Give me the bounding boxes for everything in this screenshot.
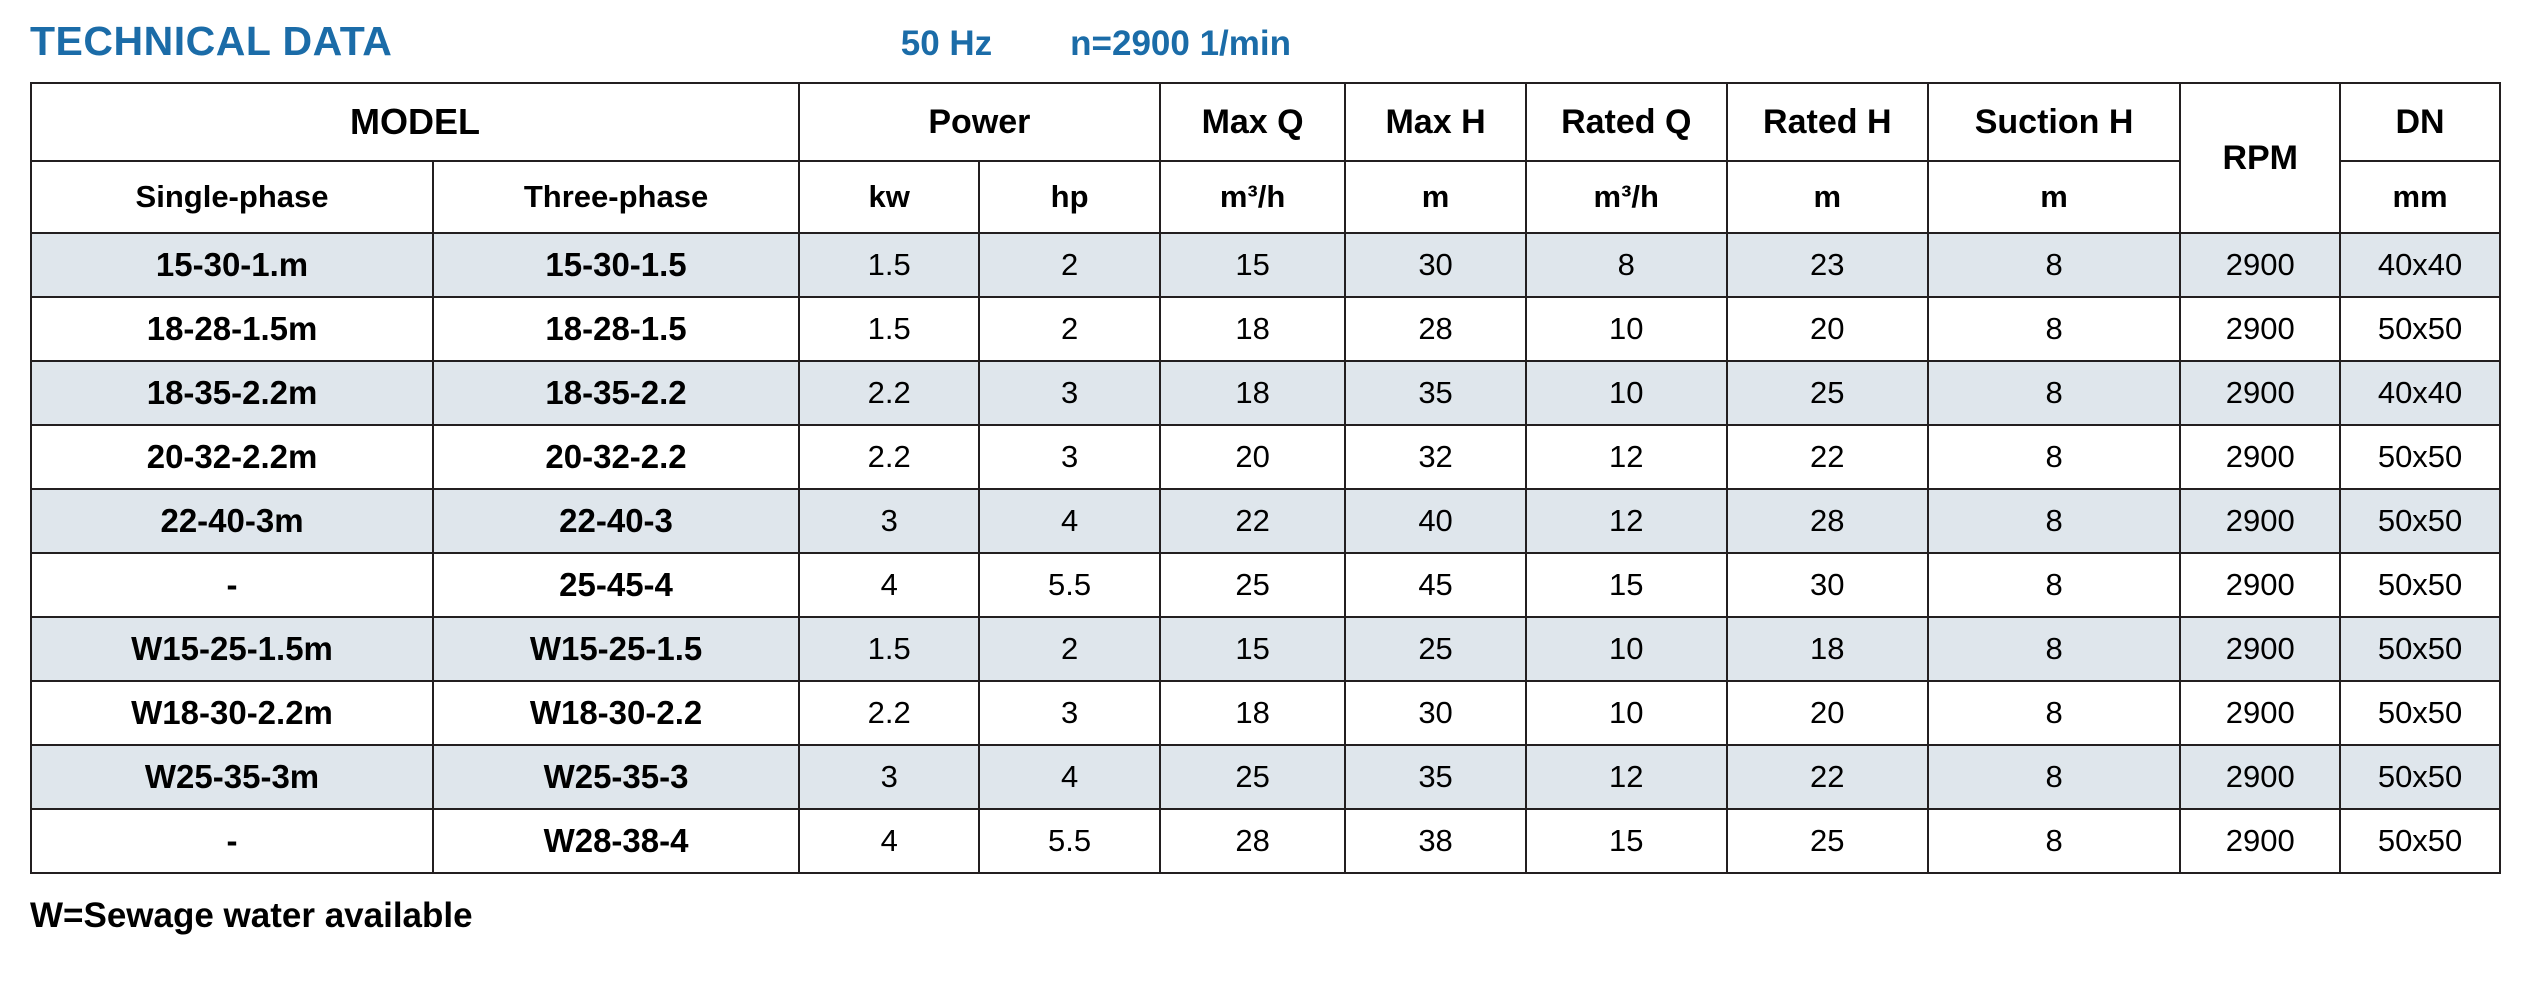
header-rated-h: Rated H	[1727, 83, 1928, 161]
cell-value: 8	[1928, 361, 2181, 425]
table-header-row-units	[31, 161, 2500, 233]
cell-value: 25	[1160, 553, 1346, 617]
cell-value: 10	[1526, 297, 1727, 361]
cell-value: 28	[1727, 489, 1928, 553]
cell-value: 50x50	[2340, 553, 2500, 617]
cell-value: 50x50	[2340, 745, 2500, 809]
table-row	[31, 489, 2500, 553]
cell-value: 8	[1928, 681, 2181, 745]
cell-single-phase: 22-40-3m	[31, 489, 433, 553]
cell-value: 2900	[2180, 297, 2340, 361]
cell-value: 20	[1727, 681, 1928, 745]
header-unit-dn: mm	[2340, 161, 2500, 233]
cell-value: 2	[979, 233, 1159, 297]
cell-value: 50x50	[2340, 425, 2500, 489]
cell-value: 2.2	[799, 681, 979, 745]
cell-value: 3	[979, 361, 1159, 425]
cell-value: 15	[1160, 617, 1346, 681]
speed-label: n=2900 1/min	[1070, 24, 1291, 63]
cell-value: 1.5	[799, 297, 979, 361]
cell-single-phase: W18-30-2.2m	[31, 681, 433, 745]
cell-three-phase: W28-38-4	[433, 809, 799, 873]
cell-value: 3	[979, 425, 1159, 489]
cell-single-phase: 15-30-1.m	[31, 233, 433, 297]
cell-value: 2900	[2180, 233, 2340, 297]
cell-value: 10	[1526, 617, 1727, 681]
cell-value: 3	[799, 745, 979, 809]
cell-value: 8	[1928, 617, 2181, 681]
cell-value: 2900	[2180, 681, 2340, 745]
frequency-label: 50 Hz	[900, 24, 993, 63]
cell-three-phase: 25-45-4	[433, 553, 799, 617]
cell-value: 23	[1727, 233, 1928, 297]
table-row	[31, 617, 2500, 681]
cell-value: 3	[979, 681, 1159, 745]
cell-value: 18	[1160, 361, 1346, 425]
cell-value: 18	[1160, 297, 1346, 361]
cell-value: 45	[1345, 553, 1525, 617]
cell-value: 50x50	[2340, 809, 2500, 873]
cell-value: 2.2	[799, 361, 979, 425]
cell-value: 4	[979, 745, 1159, 809]
cell-value: 25	[1727, 361, 1928, 425]
table-row	[31, 681, 2500, 745]
cell-value: 2900	[2180, 425, 2340, 489]
cell-value: 50x50	[2340, 297, 2500, 361]
cell-value: 40x40	[2340, 233, 2500, 297]
cell-single-phase: W25-35-3m	[31, 745, 433, 809]
header-dn: DN	[2340, 83, 2500, 161]
page-title: TECHNICAL DATA	[30, 18, 393, 64]
cell-value: 35	[1345, 361, 1525, 425]
cell-value: 8	[1928, 425, 2181, 489]
cell-three-phase: 18-35-2.2	[433, 361, 799, 425]
header-power: Power	[799, 83, 1160, 161]
header-unit-kw: kw	[799, 161, 979, 233]
cell-three-phase: 22-40-3	[433, 489, 799, 553]
cell-value: 2	[979, 297, 1159, 361]
cell-single-phase: 18-28-1.5m	[31, 297, 433, 361]
header-unit-max-h: m	[1345, 161, 1525, 233]
header-max-q: Max Q	[1160, 83, 1346, 161]
cell-single-phase: W15-25-1.5m	[31, 617, 433, 681]
header-model: MODEL	[31, 83, 799, 161]
cell-value: 8	[1928, 809, 2181, 873]
cell-value: 4	[979, 489, 1159, 553]
cell-value: 28	[1345, 297, 1525, 361]
cell-value: 4	[799, 553, 979, 617]
table-row	[31, 809, 2500, 873]
cell-three-phase: 20-32-2.2	[433, 425, 799, 489]
header-unit-rated-h: m	[1727, 161, 1928, 233]
cell-value: 10	[1526, 681, 1727, 745]
cell-value: 8	[1928, 297, 2181, 361]
table-header	[31, 83, 2500, 233]
cell-value: 15	[1160, 233, 1346, 297]
table-row	[31, 233, 2500, 297]
header-single-phase: Single-phase	[31, 161, 433, 233]
cell-value: 30	[1345, 681, 1525, 745]
cell-three-phase: W25-35-3	[433, 745, 799, 809]
header-rpm: RPM	[2180, 83, 2340, 233]
cell-value: 25	[1160, 745, 1346, 809]
cell-three-phase: 15-30-1.5	[433, 233, 799, 297]
cell-value: 50x50	[2340, 681, 2500, 745]
cell-value: 18	[1160, 681, 1346, 745]
cell-value: 8	[1928, 489, 2181, 553]
cell-value: 4	[799, 809, 979, 873]
cell-value: 30	[1345, 233, 1525, 297]
cell-value: 10	[1526, 361, 1727, 425]
table-header-row-group	[31, 83, 2500, 161]
cell-value: 22	[1160, 489, 1346, 553]
header-unit-max-q: m³/h	[1160, 161, 1346, 233]
cell-value: 25	[1727, 809, 1928, 873]
table-row	[31, 361, 2500, 425]
cell-value: 38	[1345, 809, 1525, 873]
header-specs	[901, 24, 2501, 64]
cell-value: 2900	[2180, 745, 2340, 809]
technical-data-table	[30, 82, 2501, 874]
cell-three-phase: 18-28-1.5	[433, 297, 799, 361]
table-row	[31, 745, 2500, 809]
cell-value: 22	[1727, 425, 1928, 489]
cell-value: 2	[979, 617, 1159, 681]
table-row	[31, 297, 2500, 361]
cell-value: 8	[1928, 553, 2181, 617]
cell-single-phase: 18-35-2.2m	[31, 361, 433, 425]
cell-single-phase: -	[31, 809, 433, 873]
header-unit-rated-q: m³/h	[1526, 161, 1727, 233]
cell-value: 5.5	[979, 553, 1159, 617]
cell-value: 2900	[2180, 617, 2340, 681]
cell-value: 3	[799, 489, 979, 553]
cell-value: 12	[1526, 425, 1727, 489]
cell-value: 20	[1160, 425, 1346, 489]
cell-value: 40x40	[2340, 361, 2500, 425]
cell-value: 2900	[2180, 361, 2340, 425]
cell-single-phase: -	[31, 553, 433, 617]
cell-value: 8	[1526, 233, 1727, 297]
cell-value: 2900	[2180, 553, 2340, 617]
cell-value: 22	[1727, 745, 1928, 809]
cell-value: 32	[1345, 425, 1525, 489]
cell-three-phase: W15-25-1.5	[433, 617, 799, 681]
cell-value: 15	[1526, 553, 1727, 617]
cell-value: 12	[1526, 745, 1727, 809]
cell-value: 12	[1526, 489, 1727, 553]
table-row	[31, 425, 2500, 489]
cell-value: 50x50	[2340, 617, 2500, 681]
header-suction-h: Suction H	[1928, 83, 2181, 161]
cell-value: 28	[1160, 809, 1346, 873]
cell-value: 30	[1727, 553, 1928, 617]
cell-value: 25	[1345, 617, 1525, 681]
cell-value: 18	[1727, 617, 1928, 681]
cell-value: 8	[1928, 233, 2181, 297]
cell-value: 20	[1727, 297, 1928, 361]
cell-value: 1.5	[799, 617, 979, 681]
cell-value: 35	[1345, 745, 1525, 809]
cell-single-phase: 20-32-2.2m	[31, 425, 433, 489]
header-unit-hp: hp	[979, 161, 1159, 233]
document-header	[30, 18, 2501, 80]
header-rated-q: Rated Q	[1526, 83, 1727, 161]
cell-value: 2900	[2180, 809, 2340, 873]
table-body	[31, 233, 2500, 873]
footnote: W=Sewage water available	[30, 896, 473, 935]
cell-value: 2900	[2180, 489, 2340, 553]
header-unit-suction-h: m	[1928, 161, 2181, 233]
header-max-h: Max H	[1345, 83, 1525, 161]
cell-value: 40	[1345, 489, 1525, 553]
cell-value: 8	[1928, 745, 2181, 809]
cell-value: 5.5	[979, 809, 1159, 873]
header-three-phase: Three-phase	[433, 161, 799, 233]
cell-value: 50x50	[2340, 489, 2500, 553]
table-row	[31, 553, 2500, 617]
cell-value: 1.5	[799, 233, 979, 297]
cell-value: 2.2	[799, 425, 979, 489]
cell-three-phase: W18-30-2.2	[433, 681, 799, 745]
cell-value: 15	[1526, 809, 1727, 873]
